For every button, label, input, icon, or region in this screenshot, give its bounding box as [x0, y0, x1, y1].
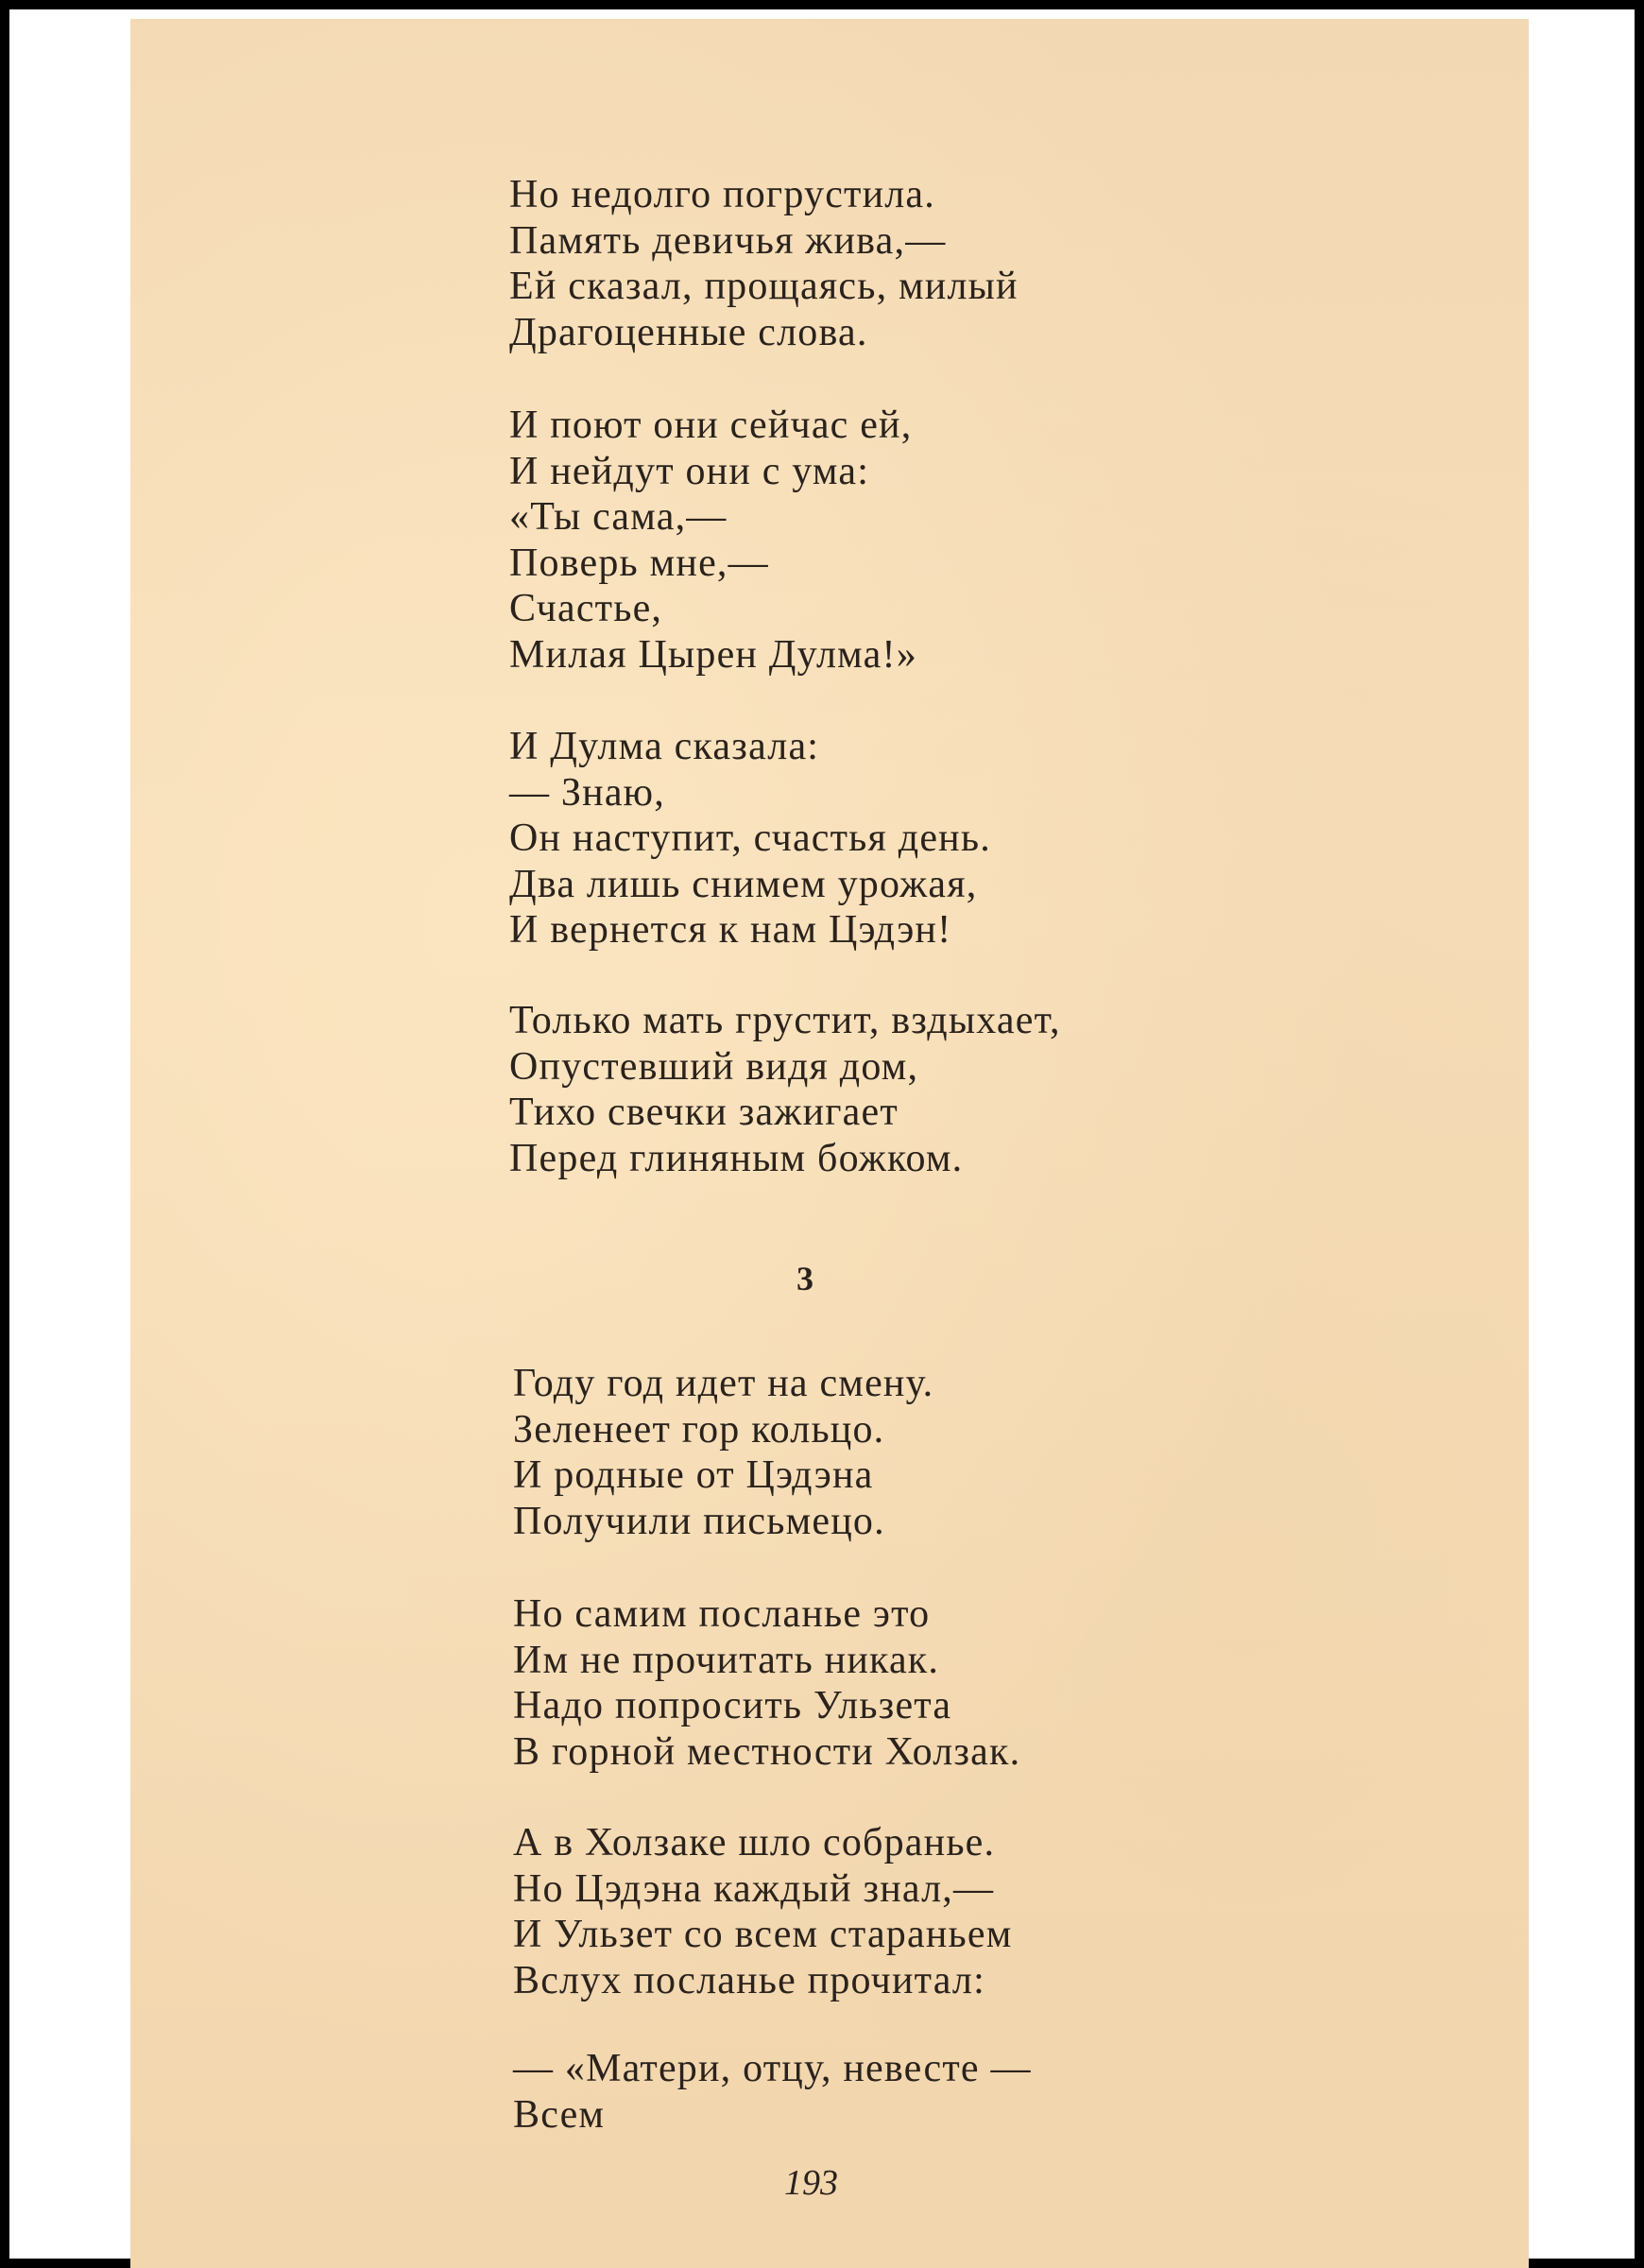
verse-line: А в Холзаке шло собранье.	[513, 1821, 996, 1864]
verse-line: — «Матери, отцу, невесте —	[513, 2047, 1032, 2090]
verse-line: Милая Цырен Дулма!»	[509, 632, 917, 677]
verse-line: «Ты сама,—	[509, 495, 728, 539]
verse-line: Году год идет на смену.	[513, 1362, 934, 1405]
verse-line: И Дулма сказала:	[509, 725, 820, 768]
verse-line: Опустевший видя дом,	[509, 1044, 919, 1089]
verse-line: Надо попросить Ульзета	[513, 1684, 952, 1727]
verse-line: И Ульзет со всем стараньем	[513, 1913, 1013, 1956]
section-number: 3	[796, 1260, 813, 1297]
stanza-6	[513, 1591, 1020, 1775]
verse-line: Зеленеет гор кольцо.	[513, 1407, 885, 1452]
verse-line: Но Цэдэна каждый знал,—	[513, 1866, 995, 1911]
stanza-2	[509, 403, 917, 678]
verse-line: Получили письмецо.	[513, 1499, 885, 1543]
stanza-4	[509, 998, 1061, 1181]
verse-line: Драгоценные слова.	[509, 310, 868, 354]
book-page	[130, 19, 1529, 2268]
verse-line: Счастье,	[509, 587, 663, 630]
verse-line: Вслух посланье прочитал:	[513, 1958, 985, 2002]
verse-line: Поверь мне,—	[509, 541, 769, 585]
verse-line: Всем	[513, 2092, 606, 2137]
verse-line: Он наступит, счастья день.	[509, 816, 991, 860]
verse-line: Но самим посланье это	[513, 1592, 931, 1636]
verse-line: Память девичья жива,—	[509, 218, 947, 263]
verse-line: В горной местности Холзак.	[513, 1729, 1021, 1774]
verse-line: Только мать грустит, вздыхает,	[509, 999, 1061, 1042]
verse-line: — Знаю,	[509, 770, 665, 815]
stanza-3	[509, 724, 991, 954]
verse-line: И нейдут они с ума:	[509, 449, 870, 493]
verse-line: Два лишь снимем урожая,	[509, 862, 978, 906]
verse-line: Но недолго погрустила.	[509, 173, 935, 216]
verse-line: Тихо свечки зажигает	[509, 1091, 899, 1134]
verse-line: И родные от Цэдэна	[513, 1453, 874, 1497]
verse-line: И вернется к нам Цэдэн!	[509, 908, 952, 952]
verse-line: Им не прочитать никак.	[513, 1638, 940, 1682]
verse-line: Ей сказал, прощаясь, милый	[509, 265, 1019, 308]
verse-line: Перед глиняным божком.	[509, 1136, 964, 1180]
stanza-1	[509, 172, 1019, 355]
verse-line: И поют они сейчас ей,	[509, 404, 913, 447]
stanza-8	[513, 2046, 1032, 2138]
page-number: 193	[784, 2163, 838, 2203]
stanza-5	[513, 1361, 933, 1544]
stanza-7	[513, 1820, 1012, 2003]
